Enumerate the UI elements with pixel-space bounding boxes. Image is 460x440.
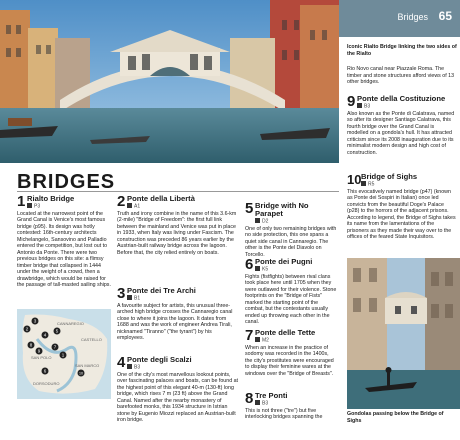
map-marker-icon bbox=[255, 337, 260, 342]
entry-number: 7 bbox=[245, 327, 254, 344]
entry-number: 3 bbox=[117, 285, 126, 302]
entry-1 bbox=[17, 195, 113, 289]
map-label: CASTELLO bbox=[81, 337, 102, 342]
map-label: DORSODURO bbox=[33, 381, 60, 386]
map-point-8 bbox=[28, 342, 35, 349]
entry-7 bbox=[245, 329, 337, 377]
rialto-bridge-photo bbox=[0, 0, 339, 163]
entry-9 bbox=[347, 95, 457, 156]
svg-text:10: 10 bbox=[79, 371, 83, 376]
entry-text: Fights (fistfights) between rival clans took place here until 1705 when they were outlawed for their violence. Stone footprints on the "Bridge of Fists" marked the starting point of the combat, but the contestants usually ended up throwing each other in the canal. bbox=[245, 273, 337, 326]
svg-text:4: 4 bbox=[43, 332, 47, 338]
entry-text: A favourite subject for artists, this unusual three-arched high bridge crosses the Cannaregio canal close to where it joins the lagoon. It dates from 1688 and was the work of engineer Andrea Tirali, nicknamed "Tiranno" ("the tyrant") by his employees. bbox=[117, 302, 233, 342]
map-reference: K5 bbox=[255, 266, 337, 273]
entry-number: 5 bbox=[245, 200, 254, 217]
svg-text:2: 2 bbox=[25, 326, 29, 332]
entry-title: Bridge with No Parapet bbox=[255, 201, 309, 219]
entry-text: This evocatively named bridge (p47) (known as Ponte dei Sospiri in Italian) once led convicts from the beautiful Doge's Palace (p28) to the horrors of the adjacent prisons. According to legend, the Bridge of Sighs takes its name from the lamentations of the prisoners as they made their way over to the offices of the feared State Inquisitors. bbox=[347, 188, 456, 241]
entry-title: Ponte della Libertà bbox=[127, 194, 195, 203]
entry-number: 8 bbox=[245, 390, 254, 407]
map-reference: D2 bbox=[255, 218, 337, 225]
entry-number: 4 bbox=[117, 354, 126, 371]
svg-text:7: 7 bbox=[53, 344, 57, 350]
entry-title: Ponte degli Scalzi bbox=[127, 355, 192, 364]
entry-6 bbox=[245, 258, 337, 326]
entry-title: Ponte dei Tre Archi bbox=[127, 286, 196, 295]
entry-text: This is not three ("tre") but five interlocking bridges spanning the bbox=[245, 407, 323, 421]
entry-title: Ponte della Costituzione bbox=[357, 94, 446, 103]
map-point-7 bbox=[52, 344, 59, 351]
map-marker-icon bbox=[27, 203, 32, 208]
map-reference: B1 bbox=[127, 295, 239, 302]
entry-8-continued-text: Rio Novo canal near Piazzale Roma. The timber and stone structures afford views of 13 other bridges. bbox=[347, 66, 455, 86]
map-reference: B3 bbox=[127, 364, 239, 371]
svg-text:3: 3 bbox=[33, 318, 37, 324]
entry-text: One of the city's most marvellous lookout points, over fascinating palaces and boats, can be found at the highest point of this elegant 40-m (130-ft) long bridge, which rises 7 m (23 ft) above the Grand Canal. Named after the nearby monastery of barefooted monks, this 1934 structure in Istrian stone by Eugenio Miozzi replaced an Austrian-built iron bridge. bbox=[117, 371, 239, 424]
map-point-9 bbox=[36, 348, 43, 355]
map-marker-icon bbox=[127, 295, 132, 300]
entry-text: Located at the narrowest point of the Grand Canal is Venice's most famous bridge (p95). Its design was hotly contested: 16th-century architects Michelangelo, Sansovino and Palladio entered the competition, but lost out to Antonio da Ponte. There were two previous bridges on this site: a flimsy timber bridge that collapsed in 1444 under the weight of a crowd, then a drawbridge, which would be raised for the passage of tall-masted sailing ships. bbox=[17, 210, 111, 289]
entry-2 bbox=[117, 195, 239, 256]
title-rule bbox=[17, 191, 339, 192]
svg-text:8: 8 bbox=[29, 342, 33, 348]
map-marker-icon bbox=[127, 364, 132, 369]
map-reference: A1 bbox=[127, 203, 239, 210]
entry-number: 9 bbox=[347, 93, 356, 110]
bridges-locator-map bbox=[17, 309, 111, 399]
map-marker-icon bbox=[255, 400, 260, 405]
header-band bbox=[339, 0, 460, 37]
map-label: CANNAREGIO bbox=[57, 321, 84, 326]
map-label: SAN MARCO bbox=[75, 363, 100, 368]
map-reference: P3 bbox=[27, 203, 113, 210]
map-marker-icon bbox=[255, 218, 260, 223]
map-reference: M2 bbox=[255, 337, 337, 344]
svg-text:5: 5 bbox=[55, 328, 59, 334]
map-reference: R5 bbox=[361, 181, 457, 188]
entry-title: Bridge of Sighs bbox=[361, 172, 418, 181]
entry-title: Tre Ponti bbox=[255, 391, 288, 400]
map-point-6 bbox=[42, 368, 49, 375]
map-label: SAN POLO bbox=[31, 355, 52, 360]
map-reference: B3 bbox=[357, 103, 457, 110]
entry-number: 1 bbox=[17, 193, 26, 210]
photo-caption-rialto: Iconic Rialto Bridge linking the two sides of the Rialto bbox=[347, 44, 457, 57]
map-point-2 bbox=[24, 326, 31, 333]
entry-title: Ponte dei Pugni bbox=[255, 257, 313, 266]
entry-8 bbox=[245, 392, 337, 421]
page-number: 65 bbox=[438, 9, 452, 23]
svg-text:9: 9 bbox=[37, 348, 41, 354]
section-label: Bridges bbox=[397, 12, 428, 22]
entry-4 bbox=[117, 356, 239, 424]
map-marker-icon bbox=[357, 103, 362, 108]
entry-title: Ponte delle Tette bbox=[255, 328, 316, 337]
page-title: BRIDGES bbox=[17, 171, 116, 193]
entry-title: Rialto Bridge bbox=[27, 194, 75, 203]
bridge-of-sighs-photo bbox=[347, 258, 460, 409]
entry-number: 6 bbox=[245, 256, 254, 273]
entry-text: One of only two remaining bridges with no side protection, this one spans a quiet side canal in Cannaregio. The other is the Ponte del Diavolo on Torcello. bbox=[245, 225, 337, 258]
entry-text: When an increase in the practice of sodomy was recorded in the 1400s, the city's prostitutes were encouraged to display their feminine wares at the windows over the "Bridge of Breasts". bbox=[245, 344, 334, 377]
entry-number: 2 bbox=[117, 193, 126, 210]
entry-5 bbox=[245, 202, 337, 258]
map-point-4 bbox=[42, 332, 49, 339]
entry-10 bbox=[347, 173, 457, 241]
map-point-3 bbox=[32, 318, 39, 325]
svg-text:6: 6 bbox=[43, 368, 47, 374]
map-point-5 bbox=[54, 328, 61, 335]
entry-text: Also known as the Ponte di Calatrava, named so after its designer Santiago Calatrava, this fourth bridge over the Grand Canal is modelled on a gondola's hull. It has attracted criticism since its 2008 inauguration due to its minimalist modern design and high cost of construction. bbox=[347, 110, 455, 156]
map-marker-icon bbox=[127, 203, 132, 208]
map-point-10 bbox=[78, 370, 85, 377]
map-marker-icon bbox=[255, 266, 260, 271]
map-marker-icon bbox=[361, 181, 366, 186]
photo-caption-sighs: Gondolas passing below the Bridge of Sighs bbox=[347, 411, 444, 424]
svg-text:1: 1 bbox=[61, 352, 65, 358]
map-point-1 bbox=[60, 352, 67, 359]
map-reference: B3 bbox=[255, 400, 337, 407]
entry-3 bbox=[117, 287, 239, 342]
entry-text: Truth and irony combine in the name of this 3.6-km (2-mile) "Bridge of Freedom": the first full link between the mainland and Venice was put in place in 1933, when Italy was living under Fascism. The construction was preceded 86 years earlier by the Austrian-built railway bridge across the lagoon. Before that, the city relied entirely on boats. bbox=[117, 210, 237, 256]
entry-number: 10 bbox=[347, 172, 362, 187]
